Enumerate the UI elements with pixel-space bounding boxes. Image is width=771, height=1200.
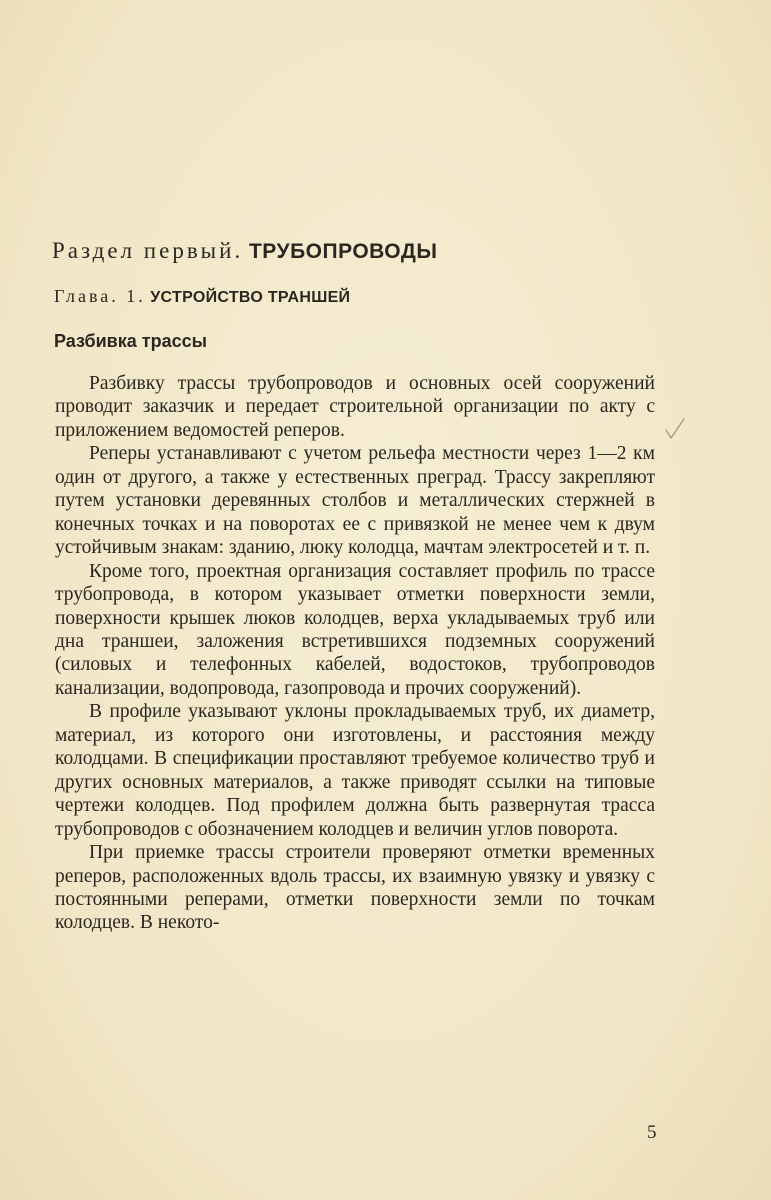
- subsection-heading: Разбивка трассы: [54, 331, 207, 351]
- paragraph-1: Разбивку трассы трубопроводов и основных осей сооружений проводит заказчик и передает строительной организации по акту с приложением ведомостей реперов.: [55, 373, 655, 441]
- paragraph-4: В профиле указывают уклоны прокладываемых труб, их диаметр, материал, из которого они изготовлены, и расстояния между колодцами. В спецификации проставляют требуемое количество труб и других основных материалов, а также приводят ссылки на типовые чертежи колодцев. Под профилем должна быть развернутая трасса трубопроводов с обозначением колодцев и величин углов поворота.: [55, 701, 655, 840]
- paragraph-2: Реперы устанавливают с учетом рельефа местности через 1—2 км один от другого, а также у естественных преград. Трассу закрепляют путем установки деревянных столбов и металлических стержней в конечных точках и на поворотах ее с привязкой не менее чем к двум устойчивым знакам: зданию, люку колодца, мачтам электросетей и т. п.: [55, 443, 655, 559]
- page-number: 5: [647, 1122, 657, 1143]
- section-label: Раздел первый.: [52, 238, 244, 263]
- paragraph-5: При приемке трассы строители проверяют отметки временных реперов, расположенных вдоль трассы, их взаимную увязку и увязку с постоянными реперами, отметки поверхности земли по точкам колодцев. В некото-: [55, 842, 655, 934]
- section-title: ТРУБОПРОВОДЫ: [248, 240, 438, 263]
- chapter-heading: [54, 286, 350, 307]
- chapter-label: Глава. 1.: [54, 286, 146, 306]
- chapter-title: УСТРОЙСТВО ТРАНШЕЙ: [150, 289, 351, 306]
- pencil-check-mark-icon: [664, 416, 686, 442]
- section-heading: [52, 238, 437, 264]
- paragraph-3: Кроме того, проектная организация составляет профиль по трассе трубопровода, в котором указывает отметки поверхности земли, поверхности крышек люков колодцев, верха укладываемых труб или дна траншеи, заложения встретившихся подземных сооружений (силовых и телефонных кабелей, водостоков, трубопроводов канализации, водопровода, газопровода и прочих сооружений).: [55, 560, 655, 699]
- body-text: [55, 372, 655, 935]
